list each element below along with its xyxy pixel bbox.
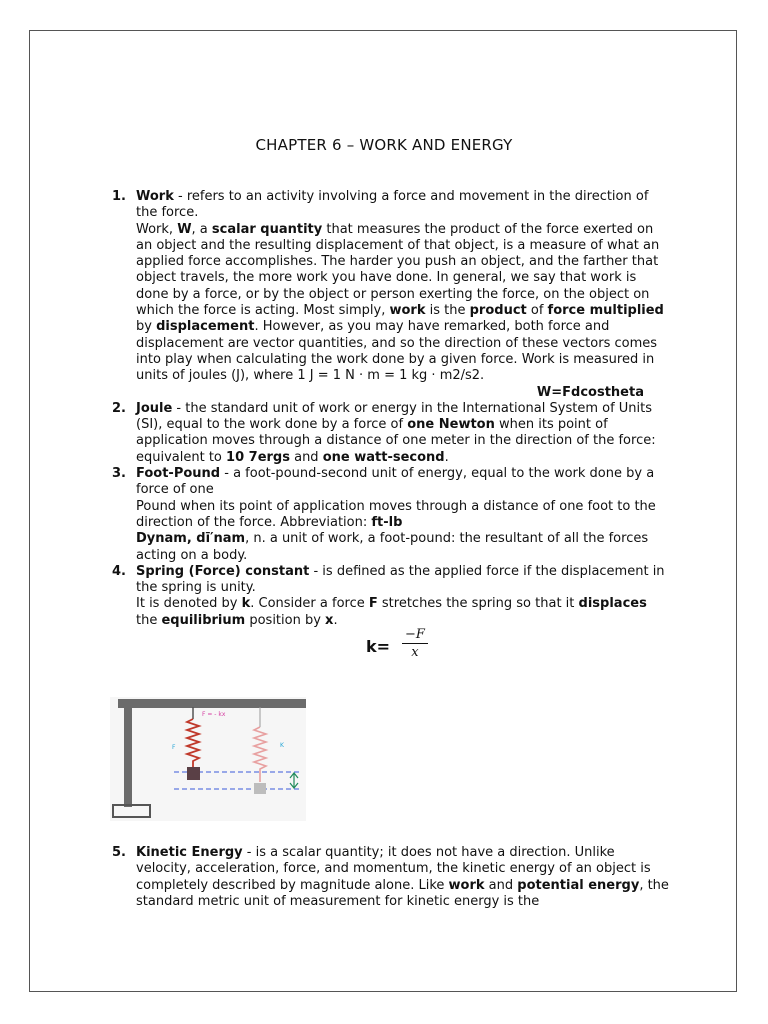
spring-constant-formula xyxy=(112,629,672,673)
item-number: 4. xyxy=(112,563,126,579)
spring-constant-definition: Spring (Force) constant - is defined as the applied force if the displacement in the spring is unity. xyxy=(136,563,665,596)
spring-diagram xyxy=(110,697,310,825)
item-number: 3. xyxy=(112,466,126,482)
item-number: 5. xyxy=(112,845,126,861)
fraction xyxy=(402,627,428,662)
k-label: k= xyxy=(366,637,391,657)
k-label-figure: K xyxy=(280,742,284,750)
list-item-foot-pound xyxy=(112,466,672,564)
item-number: 2. xyxy=(112,400,126,416)
kinetic-energy-definition: Kinetic Energy - is a scalar quantity; it does not have a direction. Unlike velocity, acceleration, force, and momentum, the kinetic energy of an object is completely described by magnitude alone. Like work and potential energy, the standard metric unit of measurement for kinetic energy is the xyxy=(136,845,669,909)
list-item-work xyxy=(112,189,672,401)
list-item-kinetic-energy xyxy=(112,845,672,910)
document-body xyxy=(112,189,672,910)
list-item-joule xyxy=(112,401,672,466)
spring-figure xyxy=(110,697,672,825)
mass-block xyxy=(254,783,266,794)
force-equation-label: F = - kx xyxy=(202,711,226,719)
foot-pound-detail: Pound when its point of application moves through a distance of one foot to the direction of the force. Abbreviation: ft-lb xyxy=(136,498,656,530)
work-explanation: Work, W, a scalar quantity that measures the product of the force exerted on an object and the resulting displacement of that object, is a measure of what an applied force accomplishes. The harder you push an object, and the farther that object travels, the more work you have done. In general, we say that work is done by a force, or by the object or person exerting the force, on the object on which the force is acting. Most simply, work is the product of force multiplied by displacement. However, as you may have remarked, both force and displacement are vector quantities, and so the direction of these vectors comes into play when calculating the work done by a given force. Work is measured in units of joules (J), where 1 J = 1 N · m = 1 kg · m2/s2. xyxy=(136,221,664,384)
fraction-denominator: x xyxy=(411,645,419,661)
chapter-title: CHAPTER 6 – WORK AND ENERGY xyxy=(255,136,513,154)
dynam-definition: Dynam, dī′nam, n. a unit of work, a foot-pound: the resultant of all the forces acting on a body. xyxy=(136,531,649,563)
spring-constant-detail: It is denoted by k. Consider a force F stretches the spring so that it displaces the equilibrium position by x. xyxy=(136,596,647,628)
work-definition: Work - refers to an activity involving a force and movement in the direction of the force. xyxy=(136,189,649,221)
item-number: 1. xyxy=(112,189,126,204)
work-formula: W=Fdcostheta xyxy=(536,384,644,400)
support-beam xyxy=(118,699,306,708)
support-post xyxy=(124,707,132,807)
mass-block xyxy=(187,767,200,780)
fraction-numerator: −F xyxy=(402,627,428,644)
term: Work xyxy=(136,189,174,204)
joule-definition: Joule - the standard unit of work or energy in the International System of Units (SI), equal to the work done by a force of one Newton when its point of application moves through a distance of one meter in the direction of the force: equivalent to 10 7ergs and one watt-second. xyxy=(136,400,656,465)
list-item-spring-constant xyxy=(112,564,672,629)
foot-pound-definition: Foot-Pound - a foot-pound-second unit of energy, equal to the work done by a force of one xyxy=(136,466,655,498)
force-label: F xyxy=(172,744,176,752)
